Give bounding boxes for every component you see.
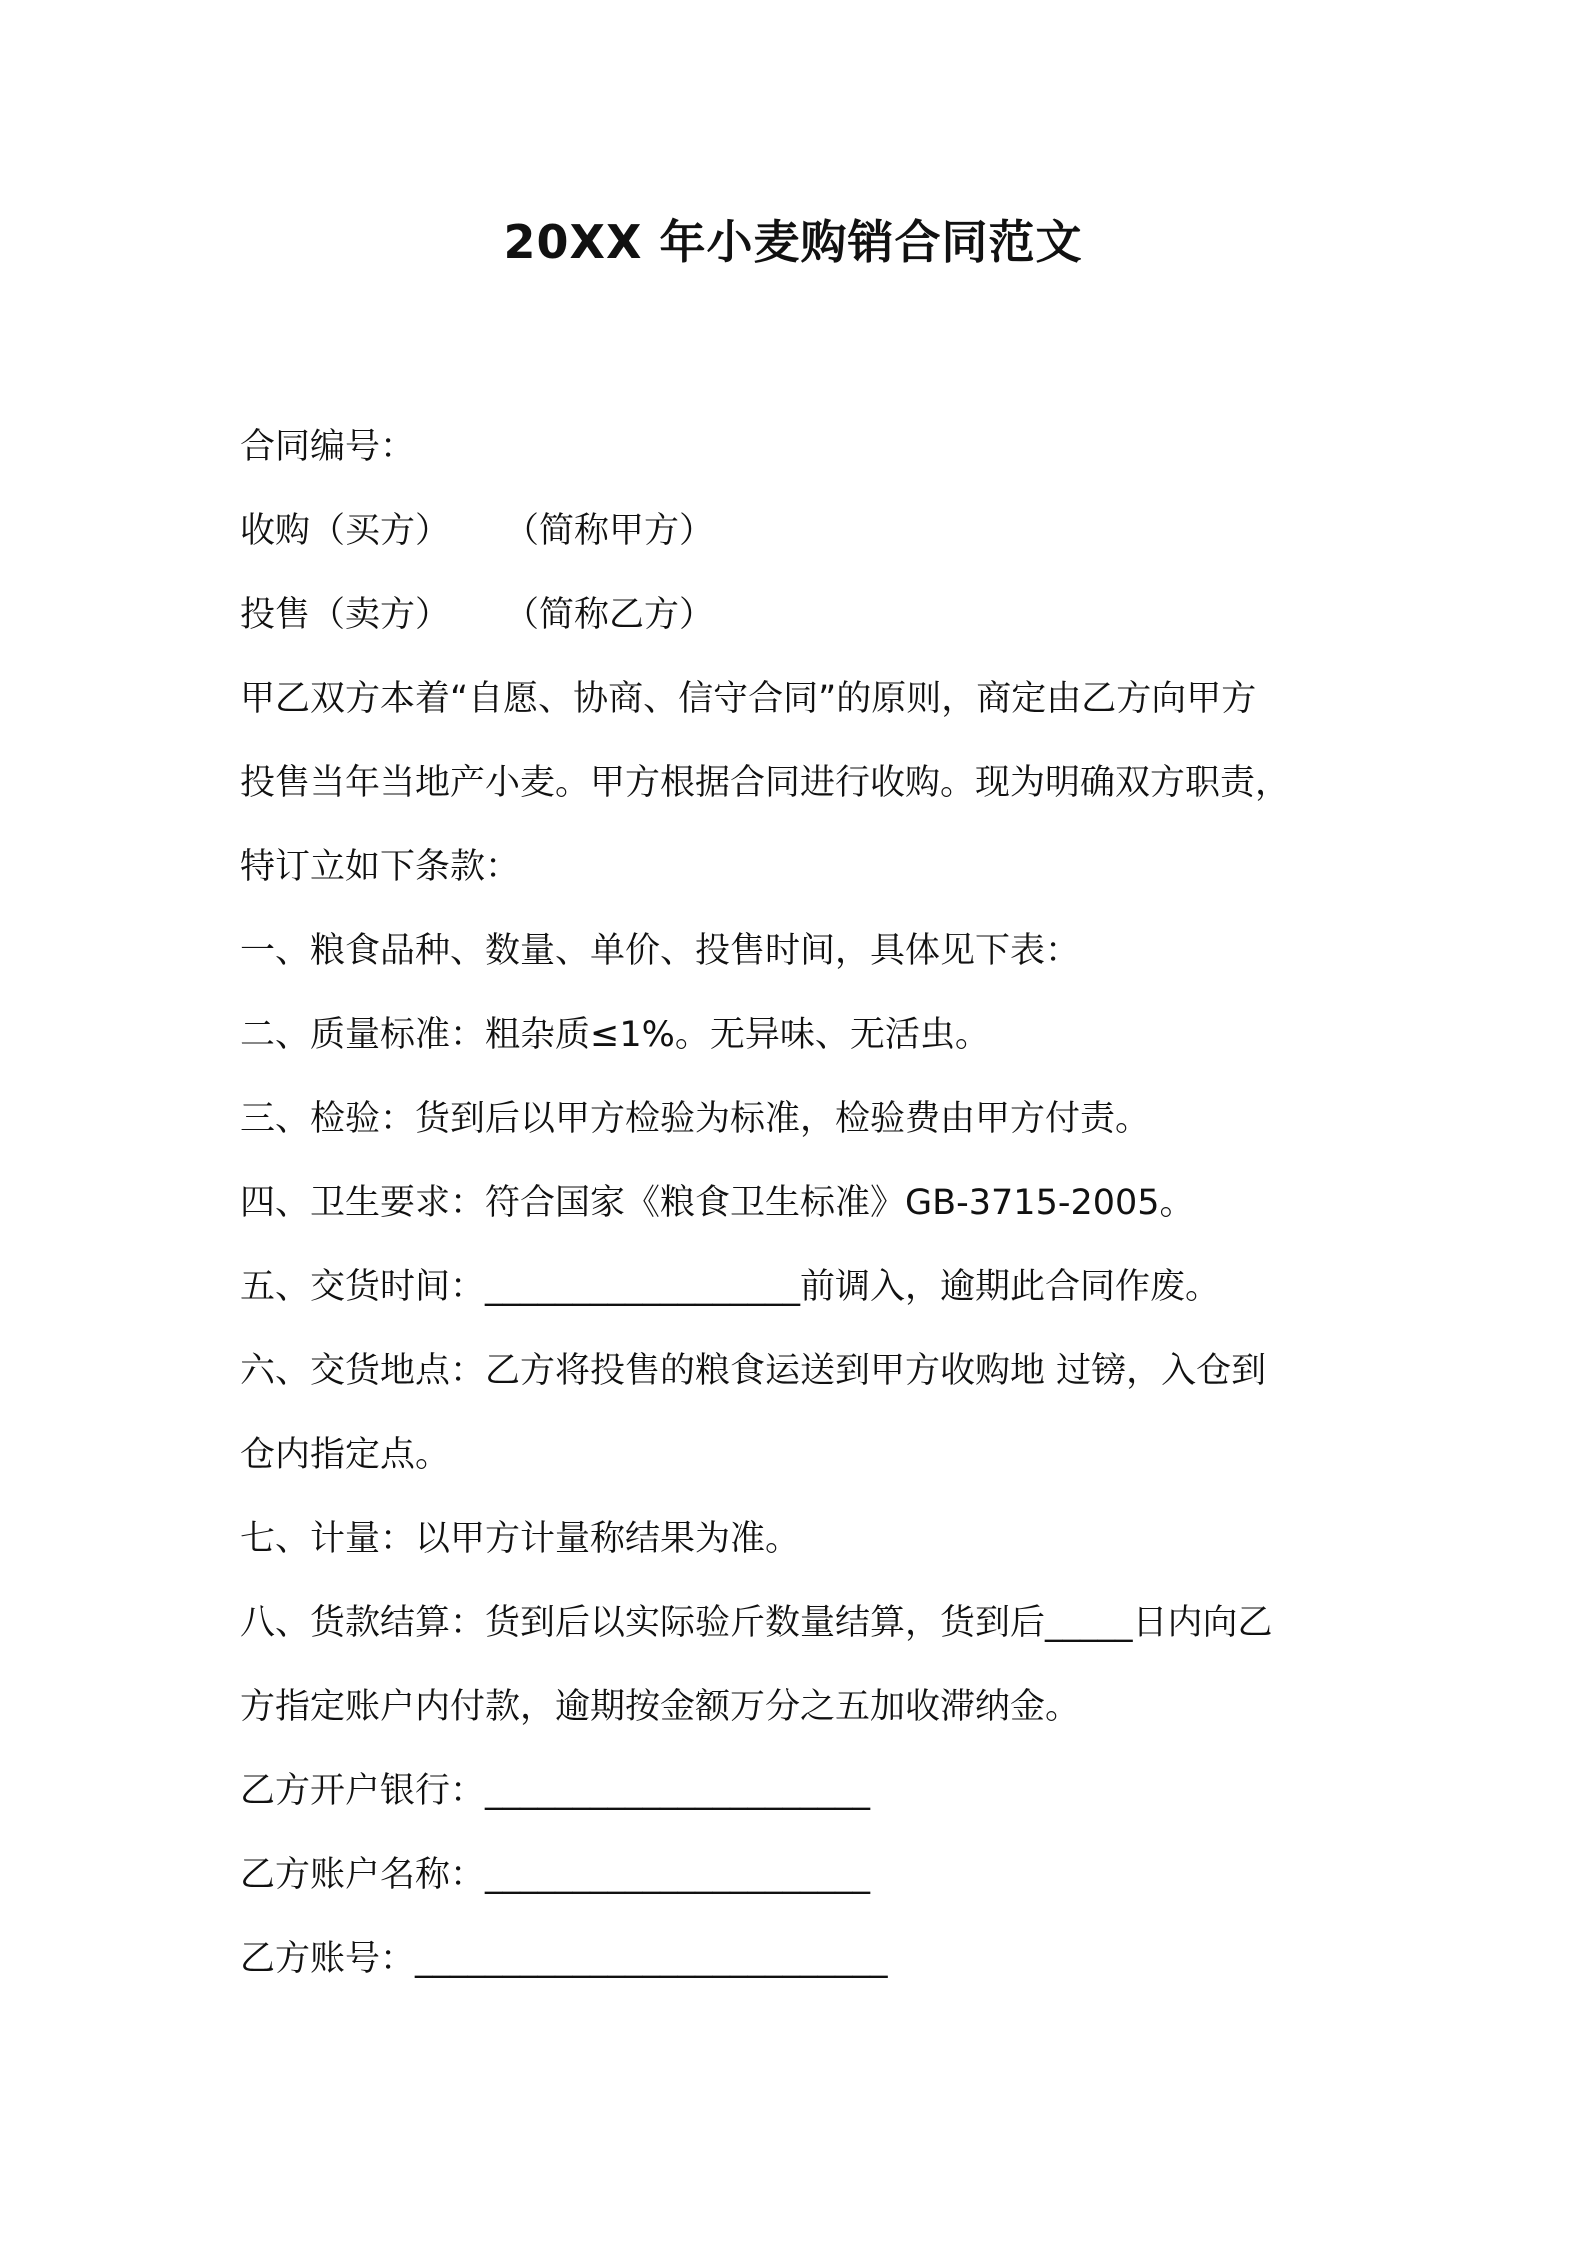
clause-5: 五、交货时间：__________________前调入，逾期此合同作废。 <box>240 1267 1221 1307</box>
clause-2: 二、质量标准：粗杂质≤1%。无异味、无活虫。 <box>240 1015 990 1055</box>
clause-7: 七、计量：以甲方计量称结果为准。 <box>240 1519 801 1559</box>
seller-bank-line: 乙方开户银行：______________________ <box>240 1771 871 1811</box>
seller-label: 投售（卖方） <box>240 595 451 635</box>
preamble-line-1: 甲乙双方本着“自愿、协商、信守合同”的原则，商定由乙方向甲方 <box>240 679 1257 719</box>
preamble-line-2: 投售当年当地产小麦。甲方根据合同进行收购。现为明确双方职责， <box>240 763 1291 803</box>
seller-line <box>240 573 1350 657</box>
buyer-line <box>240 489 1350 573</box>
seller-account-number-line: 乙方账号：___________________________ <box>240 1939 888 1979</box>
document-body <box>240 405 1350 2001</box>
document-title: 20XX 年小麦购销合同范文 <box>503 215 1083 269</box>
clause-6-line-2: 仓内指定点。 <box>240 1435 451 1475</box>
contract-number-line: 合同编号： <box>240 427 416 467</box>
clause-4: 四、卫生要求：符合国家《粮食卫生标准》GB-3715-2005。 <box>240 1183 1195 1223</box>
clause-6-line-1: 六、交货地点：乙方将投售的粮食运送到甲方收购地 过镑，入仓到 <box>240 1351 1267 1391</box>
seller-account-name-line: 乙方账户名称：______________________ <box>240 1855 871 1895</box>
clause-8-line-2: 方指定账户内付款，逾期按金额万分之五加收滞纳金。 <box>240 1687 1081 1727</box>
clause-1: 一、粮食品种、数量、单价、投售时间，具体见下表： <box>240 931 1081 971</box>
clause-3: 三、检验：货到后以甲方检验为标准，检验费由甲方付责。 <box>240 1099 1151 1139</box>
buyer-abbreviation: （简称甲方） <box>504 511 715 551</box>
buyer-label: 收购（买方） <box>240 511 451 551</box>
seller-abbreviation: （简称乙方） <box>504 595 715 635</box>
clause-8-line-1: 八、货款结算：货到后以实际验斤数量结算，货到后_____日内向乙 <box>240 1603 1273 1643</box>
preamble-line-3: 特订立如下条款： <box>240 847 521 887</box>
